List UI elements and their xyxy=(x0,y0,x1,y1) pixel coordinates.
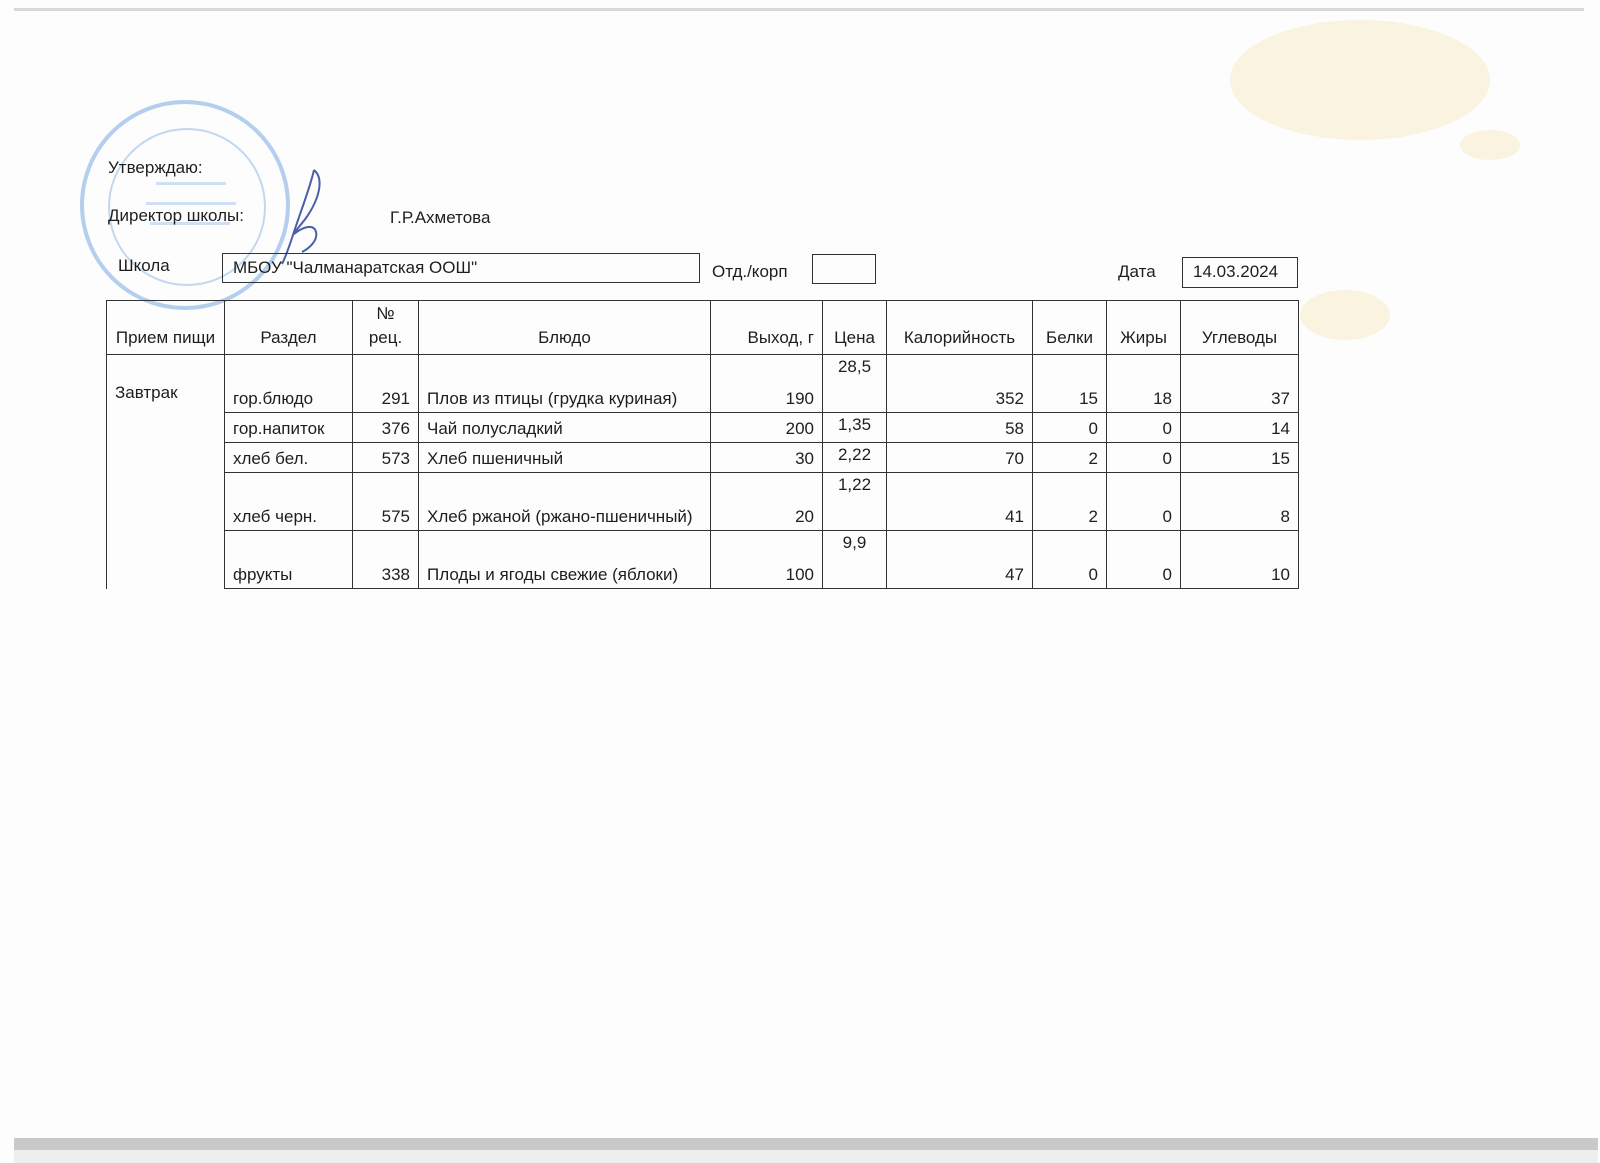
section-cell: фрукты xyxy=(225,531,353,589)
director-label: Директор школы: xyxy=(108,206,244,225)
dish-cell: Чай полусладкий xyxy=(419,413,711,443)
price-cell: 2,22 xyxy=(823,443,887,473)
scan-edge-bottom xyxy=(14,1138,1598,1150)
price-cell: 9,9 xyxy=(823,531,887,589)
price-cell: 1,22 xyxy=(823,473,887,531)
calories-cell: 70 xyxy=(887,443,1033,473)
table-row xyxy=(107,355,1299,413)
paper-stain xyxy=(1230,20,1490,140)
price-cell: 1,35 xyxy=(823,413,887,443)
school-field: МБОУ "Чалманаратская ООШ" xyxy=(222,253,700,283)
col-header-dish: Блюдо xyxy=(419,301,711,355)
dept-field xyxy=(812,254,876,284)
dish-cell: Плов из птицы (грудка куриная) xyxy=(419,355,711,413)
table-row xyxy=(107,443,1299,473)
date-field: 14.03.2024 xyxy=(1182,257,1298,288)
yield-cell: 100 xyxy=(711,531,823,589)
yield-cell: 200 xyxy=(711,413,823,443)
table-row xyxy=(107,531,1299,589)
protein-cell: 2 xyxy=(1033,443,1107,473)
col-header-protein: Белки xyxy=(1033,301,1107,355)
meal-cell: Завтрак xyxy=(107,355,225,589)
section-cell: хлеб черн. xyxy=(225,473,353,531)
school-label: Школа xyxy=(118,256,170,275)
date-label: Дата xyxy=(1118,262,1156,281)
col-header-recipe-no: № рец. xyxy=(353,301,419,355)
carbs-cell: 37 xyxy=(1181,355,1299,413)
col-header-fat: Жиры xyxy=(1107,301,1181,355)
menu-table xyxy=(106,300,1299,589)
table-row xyxy=(107,413,1299,443)
dish-cell: Хлеб пшеничный xyxy=(419,443,711,473)
yield-cell: 30 xyxy=(711,443,823,473)
fat-cell: 0 xyxy=(1107,413,1181,443)
section-cell: хлеб бел. xyxy=(225,443,353,473)
dept-label: Отд./корп xyxy=(712,262,788,281)
fat-cell: 0 xyxy=(1107,531,1181,589)
col-header-yield: Выход, г xyxy=(711,301,823,355)
calories-cell: 58 xyxy=(887,413,1033,443)
fat-cell: 0 xyxy=(1107,473,1181,531)
seal-text-line xyxy=(156,182,226,185)
recipe-cell: 291 xyxy=(353,355,419,413)
scan-edge-bottom-light xyxy=(14,1150,1598,1163)
fat-cell: 18 xyxy=(1107,355,1181,413)
carbs-cell: 10 xyxy=(1181,531,1299,589)
protein-cell: 0 xyxy=(1033,413,1107,443)
carbs-cell: 8 xyxy=(1181,473,1299,531)
director-name: Г.Р.Ахметова xyxy=(390,208,491,227)
col-header-section: Раздел xyxy=(225,301,353,355)
section-cell: гор.блюдо xyxy=(225,355,353,413)
col-header-price: Цена xyxy=(823,301,887,355)
recipe-cell: 338 xyxy=(353,531,419,589)
col-header-meal: Прием пищи xyxy=(107,301,225,355)
calories-cell: 352 xyxy=(887,355,1033,413)
recipe-cell: 575 xyxy=(353,473,419,531)
recipe-cell: 376 xyxy=(353,413,419,443)
protein-cell: 0 xyxy=(1033,531,1107,589)
section-cell: гор.напиток xyxy=(225,413,353,443)
protein-cell: 15 xyxy=(1033,355,1107,413)
protein-cell: 2 xyxy=(1033,473,1107,531)
col-header-calories: Калорийность xyxy=(887,301,1033,355)
paper-stain xyxy=(1300,290,1390,340)
seal-text-line xyxy=(146,202,236,205)
dish-cell: Плоды и ягоды свежие (яблоки) xyxy=(419,531,711,589)
recipe-cell: 573 xyxy=(353,443,419,473)
yield-cell: 190 xyxy=(711,355,823,413)
calories-cell: 47 xyxy=(887,531,1033,589)
approve-label: Утверждаю: xyxy=(108,158,203,177)
carbs-cell: 15 xyxy=(1181,443,1299,473)
carbs-cell: 14 xyxy=(1181,413,1299,443)
calories-cell: 41 xyxy=(887,473,1033,531)
scan-edge-top xyxy=(14,8,1584,11)
table-row xyxy=(107,473,1299,531)
price-cell: 28,5 xyxy=(823,355,887,413)
fat-cell: 0 xyxy=(1107,443,1181,473)
yield-cell: 20 xyxy=(711,473,823,531)
table-header-row xyxy=(107,301,1299,355)
paper-stain xyxy=(1460,130,1520,160)
dish-cell: Хлеб ржаной (ржано-пшеничный) xyxy=(419,473,711,531)
col-header-carbs: Углеводы xyxy=(1181,301,1299,355)
